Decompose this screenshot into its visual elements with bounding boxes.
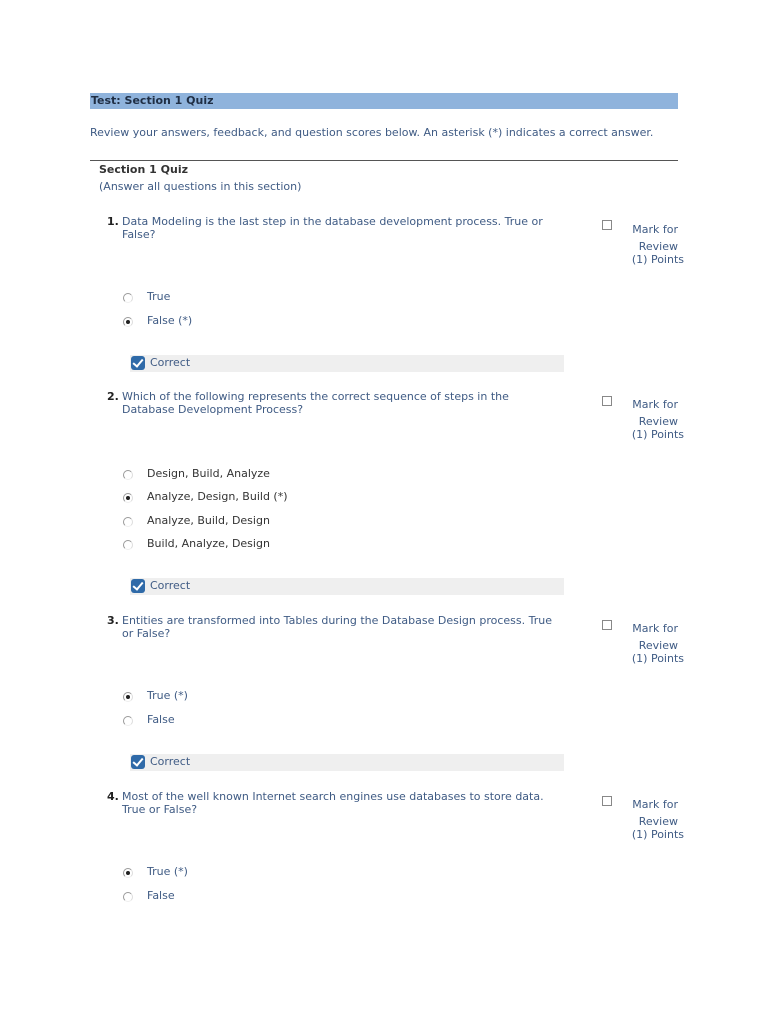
question-number: 3. bbox=[107, 614, 119, 627]
feedback-bar bbox=[130, 578, 564, 595]
feedback-text: Correct bbox=[150, 356, 191, 369]
answer-label: False bbox=[147, 713, 175, 726]
review-instructions: Review your answers, feedback, and question scores below. An asterisk (*) indicates a correct answer. bbox=[90, 126, 654, 139]
question-number: 1. bbox=[107, 215, 119, 228]
question-number: 4. bbox=[107, 790, 119, 803]
radio-button[interactable] bbox=[123, 892, 133, 902]
feedback-text: Correct bbox=[150, 755, 191, 768]
check-icon bbox=[131, 356, 145, 370]
radio-button[interactable] bbox=[123, 716, 133, 726]
radio-button[interactable] bbox=[123, 293, 133, 303]
question-points: (1) Points bbox=[631, 828, 684, 841]
answer-label: True (*) bbox=[147, 689, 188, 702]
section-title: Section 1 Quiz bbox=[99, 163, 188, 176]
feedback-bar bbox=[130, 355, 564, 372]
answer-label: Analyze, Design, Build (*) bbox=[147, 490, 288, 503]
question-points: (1) Points bbox=[631, 652, 684, 665]
test-title-bar bbox=[90, 93, 678, 109]
section-divider bbox=[90, 160, 678, 161]
answer-label: True (*) bbox=[147, 865, 188, 878]
answer-label: True bbox=[147, 290, 171, 303]
check-icon bbox=[131, 579, 145, 593]
question-number: 2. bbox=[107, 390, 119, 403]
mark-for-review-label[interactable]: Mark for Review bbox=[632, 398, 678, 428]
mark-for-review-checkbox[interactable] bbox=[602, 796, 612, 806]
radio-button-selected[interactable] bbox=[123, 868, 133, 878]
radio-button-selected[interactable] bbox=[123, 692, 133, 702]
answer-label: Design, Build, Analyze bbox=[147, 467, 270, 480]
section-subtitle: (Answer all questions in this section) bbox=[99, 180, 302, 193]
mark-for-review-label[interactable]: Mark for Review bbox=[632, 223, 678, 253]
question-points: (1) Points bbox=[631, 428, 684, 441]
feedback-bar bbox=[130, 754, 564, 771]
question-points: (1) Points bbox=[631, 253, 684, 266]
question-text: Entities are transformed into Tables during the Database Design process. True or False? bbox=[122, 614, 552, 640]
radio-button[interactable] bbox=[123, 470, 133, 480]
answer-label: Build, Analyze, Design bbox=[147, 537, 270, 550]
mark-for-review-checkbox[interactable] bbox=[602, 620, 612, 630]
test-title: Test: Section 1 Quiz bbox=[91, 94, 214, 107]
mark-for-review-checkbox[interactable] bbox=[602, 396, 612, 406]
radio-button[interactable] bbox=[123, 540, 133, 550]
answer-label: False (*) bbox=[147, 314, 193, 327]
answer-label: Analyze, Build, Design bbox=[147, 514, 270, 527]
question-text: Which of the following represents the correct sequence of steps in the Database Development Process? bbox=[122, 390, 509, 416]
radio-button[interactable] bbox=[123, 517, 133, 527]
mark-for-review-checkbox[interactable] bbox=[602, 220, 612, 230]
answer-label: False bbox=[147, 889, 175, 902]
question-text: Data Modeling is the last step in the database development process. True or False? bbox=[122, 215, 543, 241]
radio-button-selected[interactable] bbox=[123, 317, 133, 327]
mark-for-review-label[interactable]: Mark for Review bbox=[632, 798, 678, 828]
mark-for-review-label[interactable]: Mark for Review bbox=[632, 622, 678, 652]
question-text: Most of the well known Internet search engines use databases to store data. True or False? bbox=[122, 790, 544, 816]
radio-button-selected[interactable] bbox=[123, 493, 133, 503]
feedback-text: Correct bbox=[150, 579, 191, 592]
check-icon bbox=[131, 755, 145, 769]
